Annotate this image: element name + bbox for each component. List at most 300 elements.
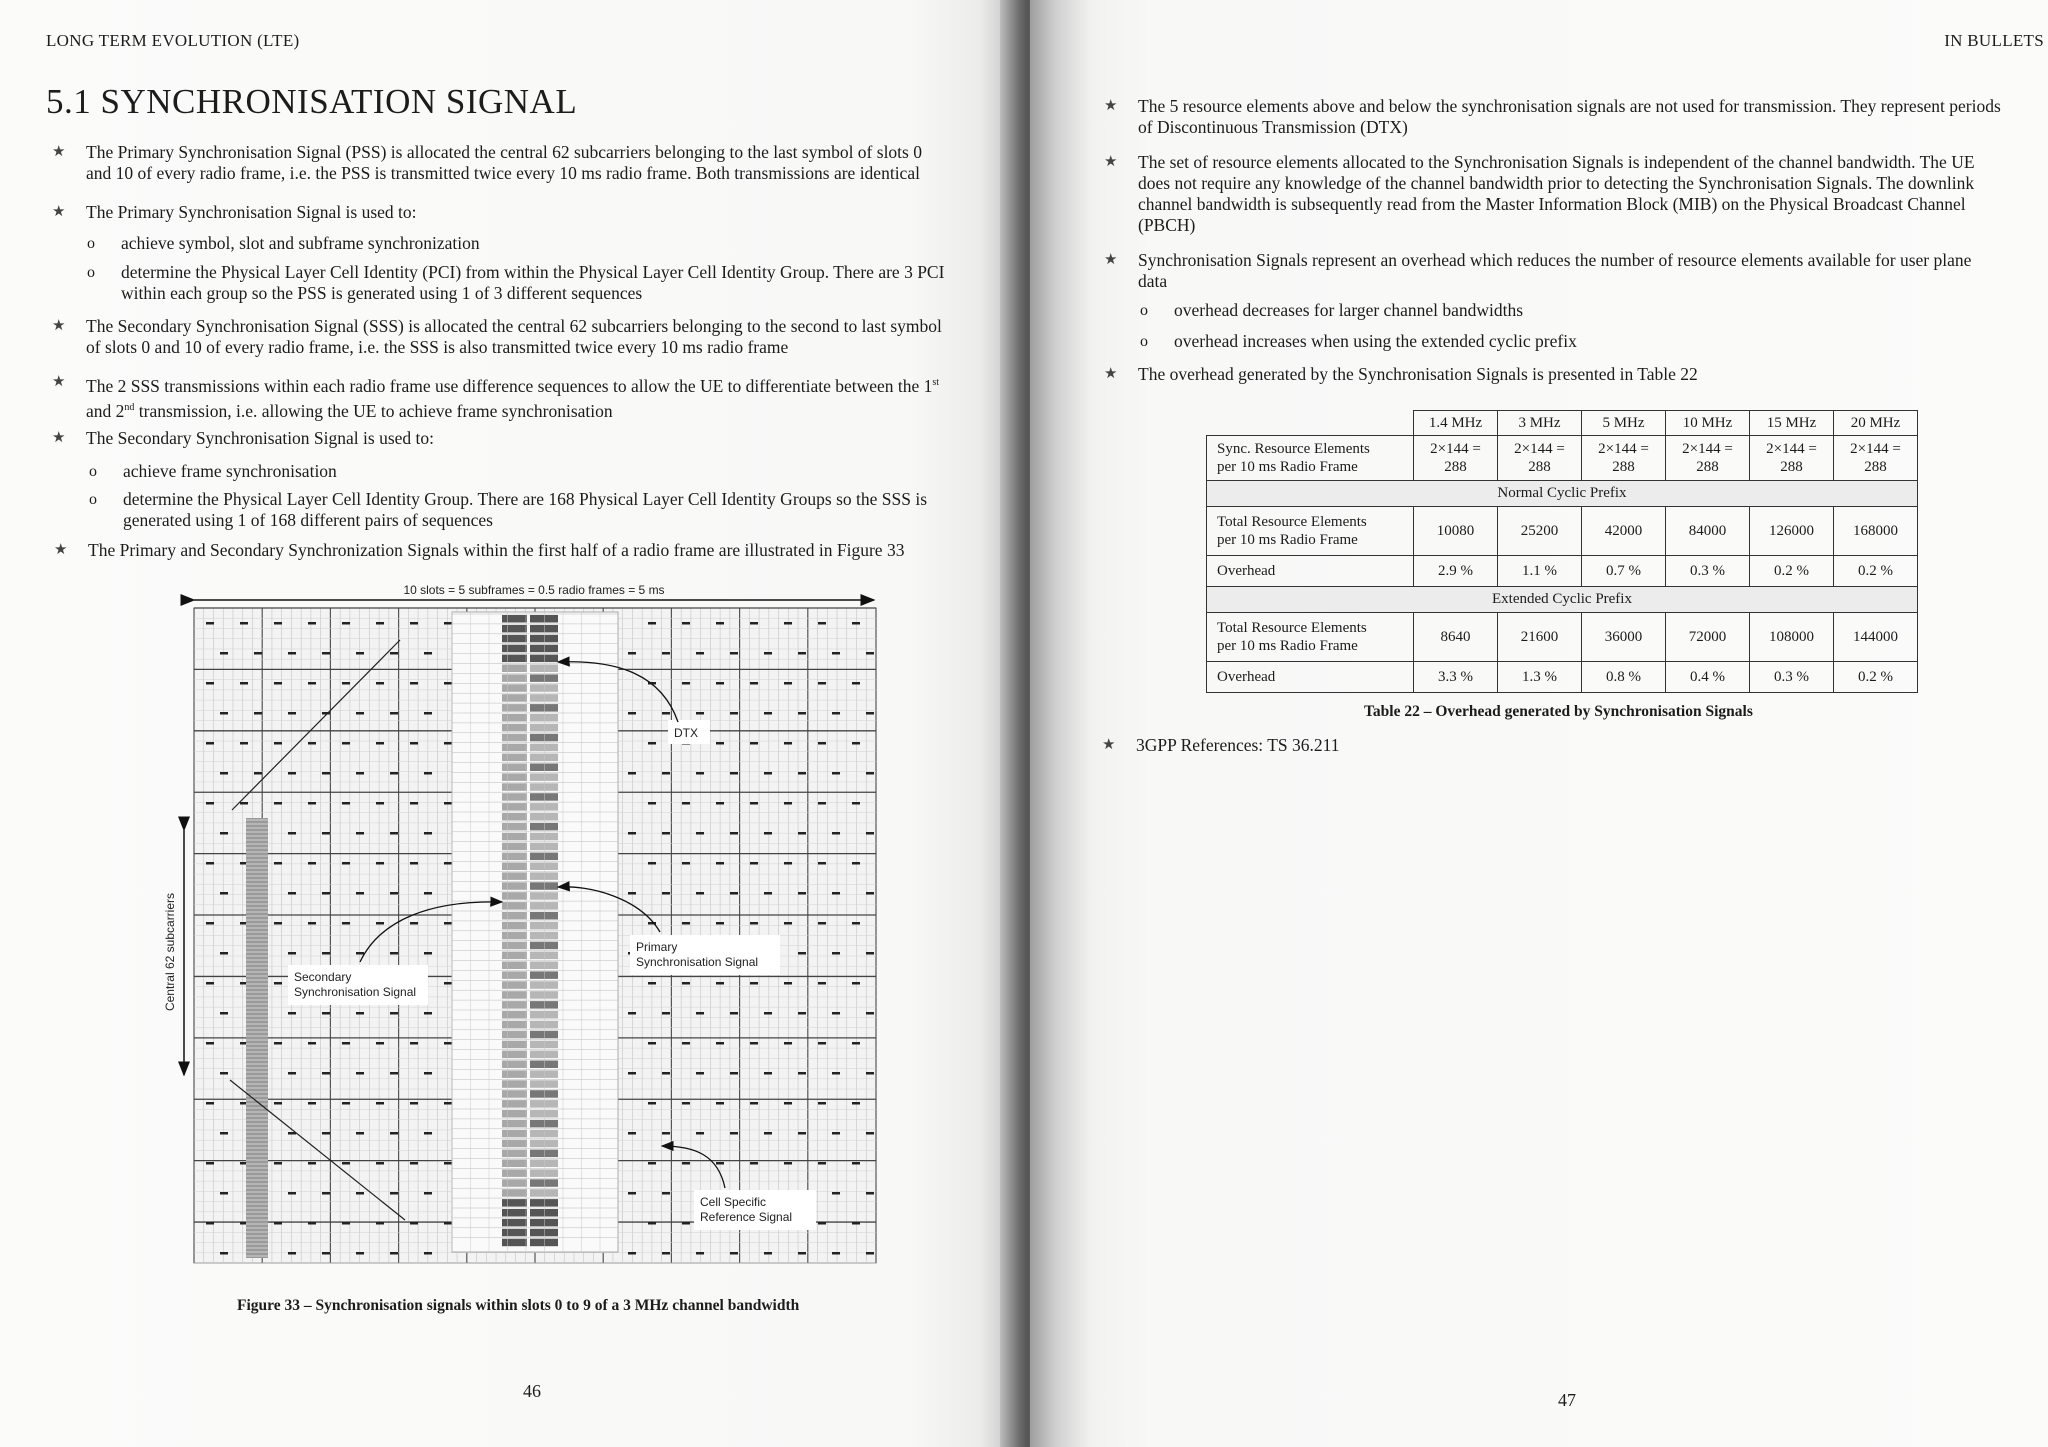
reference-signal-mark	[288, 1192, 296, 1195]
reference-signal-mark	[342, 622, 350, 625]
reference-signal-mark	[308, 862, 316, 865]
sss-element	[502, 1199, 527, 1207]
reference-signal-mark	[240, 622, 248, 625]
reference-signal-mark	[206, 742, 214, 745]
reference-signal-mark	[444, 922, 452, 925]
reference-signal-mark	[852, 1162, 860, 1165]
reference-signal-mark	[818, 862, 826, 865]
table-cell: 0.3 %	[1666, 556, 1750, 587]
reference-signal-mark	[376, 1222, 384, 1225]
reference-signal-mark	[832, 1072, 840, 1075]
side-label: Central 62 subcarriers	[163, 892, 177, 1012]
reference-signal-mark	[730, 1132, 738, 1135]
table-cell: 21600	[1498, 613, 1582, 662]
reference-signal-mark	[818, 1102, 826, 1105]
reference-signal-mark	[648, 622, 656, 625]
pss-element	[530, 635, 558, 643]
reference-signal-mark	[730, 832, 738, 835]
reference-signal-mark	[254, 652, 262, 655]
reference-signal-mark	[716, 1102, 724, 1105]
circle-bullet-icon: o	[87, 264, 95, 281]
pss-element	[530, 783, 558, 791]
reference-signal-mark	[662, 772, 670, 775]
sss-element	[502, 783, 527, 791]
reference-signal-mark	[206, 682, 214, 685]
reference-signal-mark	[376, 862, 384, 865]
reference-signal-mark	[784, 742, 792, 745]
reference-signal-mark	[716, 862, 724, 865]
sss-element	[502, 684, 527, 692]
reference-signal-mark	[444, 982, 452, 985]
circle-bullet-icon: o	[87, 235, 95, 252]
table-cell: 2×144 = 288	[1750, 436, 1834, 481]
sss-element	[502, 1100, 527, 1108]
page-number-right: 47	[1558, 1390, 1576, 1410]
reference-signal-mark	[682, 922, 690, 925]
reference-signal-mark	[750, 802, 758, 805]
reference-signal-mark	[322, 1252, 330, 1255]
reference-signal-mark	[866, 1252, 874, 1255]
reference-signal-mark	[220, 1132, 228, 1135]
reference-signal-mark	[682, 622, 690, 625]
sss-element	[502, 813, 527, 821]
reference-signal-mark	[750, 982, 758, 985]
figure-33-resource-grid	[163, 580, 890, 1300]
sss-element	[502, 932, 527, 940]
sss-element	[502, 694, 527, 702]
reference-signal-mark	[288, 712, 296, 715]
reference-signal-mark	[784, 862, 792, 865]
pss-element	[530, 1110, 558, 1118]
reference-signal-mark	[648, 982, 656, 985]
reference-signal-mark	[866, 1072, 874, 1075]
reference-signal-mark	[852, 1222, 860, 1225]
sss-element	[502, 625, 527, 633]
reference-signal-mark	[424, 1132, 432, 1135]
circle-bullet-icon: o	[1140, 302, 1148, 319]
reference-signal-mark	[730, 712, 738, 715]
star-bullet-icon: ★	[1102, 737, 1116, 753]
reference-signal-mark	[730, 652, 738, 655]
pss-element	[530, 1179, 558, 1187]
reference-signal-mark	[798, 1012, 806, 1015]
table-cell: 42000	[1582, 507, 1666, 556]
table-cell: 108000	[1750, 613, 1834, 662]
table-cell: 10080	[1414, 507, 1498, 556]
bullet-pss-allocation: ★ The Primary Synchronisation Signal (PSS) is allocated the central 62 subcarriers belonging to the last symbol of slots 0 and 10 of every radio frame, i.e. the PSS is transmitted twice every 10 ms radio frame. Both transmissions are identical	[52, 142, 922, 183]
bullet-overhead: ★ Synchronisation Signals represent an overhead which reduces the number of resource elements available for user plane data	[1104, 250, 1972, 291]
pss-element	[530, 1100, 558, 1108]
reference-signal-mark	[390, 712, 398, 715]
reference-signal-mark	[832, 1132, 840, 1135]
reference-signal-mark	[424, 952, 432, 955]
reference-signal-mark	[866, 772, 874, 775]
pss-element	[530, 872, 558, 880]
table-cell: 168000	[1834, 507, 1918, 556]
reference-signal-mark	[696, 1132, 704, 1135]
reference-signal-mark	[648, 1162, 656, 1165]
reference-signal-mark	[716, 682, 724, 685]
sss-element	[502, 615, 527, 623]
reference-signal-mark	[410, 742, 418, 745]
pss-element	[530, 882, 558, 890]
reference-signal-mark	[444, 1162, 452, 1165]
pss-element	[530, 952, 558, 960]
reference-signal-mark	[206, 862, 214, 865]
reference-signal-mark	[342, 1042, 350, 1045]
star-bullet-icon: ★	[52, 430, 66, 446]
pss-element	[530, 773, 558, 781]
bullet-sss-sequences: ★ The 2 SSS transmissions within each radio frame use difference sequences to allow the UE to differentiate between the 1st and 2nd transmission, i.e. allowing the UE to achieve frame synchronisation	[52, 374, 940, 421]
reference-signal-mark	[410, 1222, 418, 1225]
reference-signal-mark	[818, 622, 826, 625]
pss-element	[530, 902, 558, 910]
reference-signal-mark	[274, 802, 282, 805]
table-cell: 0.3 %	[1750, 662, 1834, 693]
reference-signal-mark	[356, 1192, 364, 1195]
pss-element	[530, 1150, 558, 1158]
reference-signal-mark	[322, 772, 330, 775]
sss-element	[502, 1080, 527, 1088]
reference-signal-mark	[322, 832, 330, 835]
star-bullet-icon: ★	[1104, 154, 1118, 170]
reference-signal-mark	[716, 922, 724, 925]
table-caption: Table 22 – Overhead generated by Synchronisation Signals	[1364, 703, 1753, 720]
pss-element	[530, 793, 558, 801]
reference-signal-mark	[410, 802, 418, 805]
reference-signal-mark	[866, 1192, 874, 1195]
star-bullet-icon: ★	[1104, 252, 1118, 268]
reference-signal-mark	[322, 952, 330, 955]
reference-signal-mark	[648, 1222, 656, 1225]
reference-signal-mark	[322, 892, 330, 895]
reference-signal-mark	[356, 952, 364, 955]
circle-bullet-icon: o	[1140, 333, 1148, 350]
reference-signal-mark	[410, 922, 418, 925]
table-cell: 2.9 %	[1414, 556, 1498, 587]
reference-signal-mark	[662, 892, 670, 895]
pss-element	[530, 754, 558, 762]
column-header: 20 MHz	[1834, 411, 1918, 436]
reference-signal-mark	[866, 892, 874, 895]
reference-signal-mark	[206, 802, 214, 805]
sss-element	[502, 1051, 527, 1059]
reference-signal-mark	[390, 772, 398, 775]
reference-signal-mark	[682, 862, 690, 865]
pss-element	[530, 1199, 558, 1207]
reference-signal-mark	[784, 1102, 792, 1105]
reference-signal-mark	[852, 922, 860, 925]
reference-signal-mark	[818, 1222, 826, 1225]
pss-element	[530, 1021, 558, 1029]
reference-signal-mark	[308, 802, 316, 805]
table-cell: 144000	[1834, 613, 1918, 662]
table-cell: 0.2 %	[1834, 662, 1918, 693]
pss-element	[530, 1160, 558, 1168]
reference-signal-mark	[628, 712, 636, 715]
reference-signal-mark	[410, 1042, 418, 1045]
reference-signal-mark	[784, 622, 792, 625]
reference-signal-mark	[220, 832, 228, 835]
pss-element	[530, 1051, 558, 1059]
reference-signal-mark	[818, 682, 826, 685]
reference-signal-mark	[322, 1132, 330, 1135]
reference-signal-mark	[390, 652, 398, 655]
table-cell: 8640	[1414, 613, 1498, 662]
reference-signal-mark	[628, 652, 636, 655]
sss-element	[502, 803, 527, 811]
reference-signal-mark	[424, 832, 432, 835]
reference-signal-mark	[764, 1252, 772, 1255]
reference-signal-mark	[682, 1102, 690, 1105]
reference-signal-mark	[696, 1012, 704, 1015]
reference-signal-mark	[750, 742, 758, 745]
column-header: 10 MHz	[1666, 411, 1750, 436]
reference-signal-mark	[342, 802, 350, 805]
pss-element	[530, 1001, 558, 1009]
reference-signal-mark	[662, 1072, 670, 1075]
reference-signal-mark	[342, 922, 350, 925]
reference-signal-mark	[424, 1192, 432, 1195]
reference-signal-mark	[342, 1102, 350, 1105]
column-header: 5 MHz	[1582, 411, 1666, 436]
sss-element	[502, 971, 527, 979]
reference-signal-mark	[424, 1072, 432, 1075]
table-cell: 2×144 = 288	[1582, 436, 1666, 481]
star-bullet-icon: ★	[54, 542, 68, 558]
reference-signal-mark	[716, 982, 724, 985]
sub-bullet-overhead-increases: o overhead increases when using the extended cyclic prefix	[1140, 331, 1577, 351]
row-header: Total Resource Elements per 10 ms Radio Frame	[1207, 613, 1414, 662]
reference-signal-mark	[750, 1042, 758, 1045]
circle-bullet-icon: o	[89, 463, 97, 480]
row-header: Total Resource Elements per 10 ms Radio Frame	[1207, 507, 1414, 556]
sss-element	[502, 764, 527, 772]
sss-element	[502, 1130, 527, 1138]
reference-signal-mark	[424, 652, 432, 655]
reference-signal-mark	[220, 1252, 228, 1255]
reference-signal-mark	[322, 1012, 330, 1015]
pss-label-2: Synchronisation Signal	[636, 955, 759, 969]
sss-element	[502, 912, 527, 920]
reference-signal-mark	[750, 1162, 758, 1165]
reference-signal-mark	[288, 1072, 296, 1075]
row-header: Overhead	[1207, 556, 1414, 587]
pss-element	[530, 1031, 558, 1039]
reference-signal-mark	[356, 652, 364, 655]
pss-element	[530, 1061, 558, 1069]
pss-label-1: Primary	[636, 940, 678, 954]
sub-bullet-overhead-decreases: o overhead decreases for larger channel bandwidths	[1140, 300, 1524, 320]
reference-signal-mark	[764, 652, 772, 655]
reference-signal-mark	[308, 1222, 316, 1225]
reference-signal-mark	[288, 1012, 296, 1015]
reference-signal-mark	[390, 832, 398, 835]
reference-signal-mark	[628, 892, 636, 895]
sss-element	[502, 674, 527, 682]
reference-signal-mark	[288, 892, 296, 895]
reference-signal-mark	[274, 922, 282, 925]
reference-signal-mark	[628, 1252, 636, 1255]
reference-signal-mark	[784, 1162, 792, 1165]
reference-signal-mark	[662, 832, 670, 835]
sss-element	[502, 1090, 527, 1098]
sss-element	[502, 833, 527, 841]
reference-signal-mark	[444, 1042, 452, 1045]
reference-signal-mark	[798, 772, 806, 775]
reference-signal-mark	[784, 802, 792, 805]
reference-signal-mark	[206, 1162, 214, 1165]
reference-signal-mark	[648, 742, 656, 745]
reference-signal-mark	[274, 982, 282, 985]
sss-element	[502, 1219, 527, 1227]
reference-signal-mark	[288, 832, 296, 835]
reference-signal-mark	[750, 922, 758, 925]
pss-element	[530, 724, 558, 732]
reference-signal-mark	[818, 982, 826, 985]
reference-signal-mark	[322, 1072, 330, 1075]
sss-element	[502, 1061, 527, 1069]
reference-signal-mark	[356, 772, 364, 775]
reference-signal-mark	[444, 802, 452, 805]
pss-element	[530, 625, 558, 633]
reference-signal-mark	[648, 862, 656, 865]
sss-element	[502, 1031, 527, 1039]
reference-signal-mark	[240, 742, 248, 745]
pss-element	[530, 833, 558, 841]
reference-signal-mark	[866, 712, 874, 715]
reference-signal-mark	[682, 1162, 690, 1165]
table-row-sync	[1207, 436, 1918, 481]
pss-element	[530, 665, 558, 673]
sss-element	[502, 773, 527, 781]
star-bullet-icon: ★	[52, 374, 66, 390]
reference-signal-mark	[818, 802, 826, 805]
reference-signal-mark	[696, 1252, 704, 1255]
pss-element	[530, 922, 558, 930]
reference-signal-mark	[798, 712, 806, 715]
sss-element	[502, 1110, 527, 1118]
pss-element	[530, 843, 558, 851]
reference-signal-mark	[798, 952, 806, 955]
reference-signal-mark	[308, 1102, 316, 1105]
table-cell: 0.2 %	[1834, 556, 1918, 587]
reference-signal-mark	[852, 682, 860, 685]
table-cell: 0.4 %	[1666, 662, 1750, 693]
left-page	[0, 0, 1010, 1447]
reference-signal-mark	[866, 832, 874, 835]
sub-bullet-pci-group: o determine the Physical Layer Cell Identity Group. There are 168 Physical Layer Cell Identity Groups so the SSS is generated using 1 of 168 different pairs of sequences	[89, 489, 928, 530]
reference-signal-mark	[424, 712, 432, 715]
pss-element	[530, 744, 558, 752]
pss-element	[530, 912, 558, 920]
reference-signal-mark	[356, 1072, 364, 1075]
pss-element	[530, 1130, 558, 1138]
sss-element	[502, 665, 527, 673]
pss-element	[530, 853, 558, 861]
reference-signal-mark	[390, 952, 398, 955]
reference-signal-mark	[356, 1252, 364, 1255]
pss-element	[530, 645, 558, 653]
sss-element	[502, 655, 527, 663]
reference-signal-mark	[206, 922, 214, 925]
reference-signal-mark	[410, 1162, 418, 1165]
sub-bullet-symbol-sync: o achieve symbol, slot and subframe synchronization	[87, 233, 480, 253]
reference-signal-mark	[696, 832, 704, 835]
pss-element	[530, 991, 558, 999]
reference-signal-mark	[390, 1192, 398, 1195]
reference-signal-mark	[852, 622, 860, 625]
span-label: 10 slots = 5 subframes = 0.5 radio frames = 5 ms	[403, 583, 665, 597]
reference-signal-mark	[342, 1222, 350, 1225]
sss-element	[502, 1169, 527, 1177]
pss-element	[530, 1219, 558, 1227]
star-bullet-icon: ★	[1104, 366, 1118, 382]
reference-signal-mark	[682, 802, 690, 805]
reference-signal-mark	[764, 712, 772, 715]
reference-signal-mark	[220, 652, 228, 655]
reference-signal-mark	[798, 1252, 806, 1255]
star-bullet-icon: ★	[52, 204, 66, 220]
overhead-table	[1206, 410, 1918, 693]
table-cell: 2×144 = 288	[1498, 436, 1582, 481]
pss-element	[530, 1041, 558, 1049]
reference-signal-mark	[376, 742, 384, 745]
sss-element	[502, 853, 527, 861]
table-cell: 84000	[1666, 507, 1750, 556]
table-cell: 126000	[1750, 507, 1834, 556]
reference-signal-mark	[220, 1012, 228, 1015]
reference-signal-mark	[832, 652, 840, 655]
reference-signal-mark	[274, 1102, 282, 1105]
reference-signal-mark	[764, 1012, 772, 1015]
reference-signal-mark	[764, 832, 772, 835]
reference-signal-mark	[832, 772, 840, 775]
reference-signal-mark	[832, 1192, 840, 1195]
reference-signal-mark	[274, 742, 282, 745]
pss-element	[530, 694, 558, 702]
reference-signal-mark	[696, 892, 704, 895]
reference-signal-mark	[716, 802, 724, 805]
pss-element	[530, 714, 558, 722]
reference-signal-mark	[424, 892, 432, 895]
table-cell: 0.7 %	[1582, 556, 1666, 587]
row-header: Overhead	[1207, 662, 1414, 693]
reference-signal-mark	[254, 772, 262, 775]
sss-element	[502, 744, 527, 752]
reference-signal-mark	[832, 832, 840, 835]
table-header-row	[1207, 411, 1918, 436]
pss-element	[530, 1011, 558, 1019]
sss-element	[502, 1140, 527, 1148]
reference-signal-mark	[274, 1042, 282, 1045]
reference-signal-mark	[764, 772, 772, 775]
reference-signal-mark	[376, 622, 384, 625]
reference-signal-mark	[784, 982, 792, 985]
sss-element	[502, 1160, 527, 1168]
section-title-extended: Extended Cyclic Prefix	[1207, 587, 1918, 613]
reference-signal-mark	[716, 1162, 724, 1165]
reference-signal-mark	[274, 1222, 282, 1225]
reference-signal-mark	[798, 1132, 806, 1135]
reference-signal-mark	[376, 1102, 384, 1105]
reference-signal-mark	[206, 622, 214, 625]
table-row-extended-total	[1207, 613, 1918, 662]
sss-element	[502, 902, 527, 910]
pss-element	[530, 1120, 558, 1128]
circle-bullet-icon: o	[89, 491, 97, 508]
reference-signal-mark	[376, 802, 384, 805]
